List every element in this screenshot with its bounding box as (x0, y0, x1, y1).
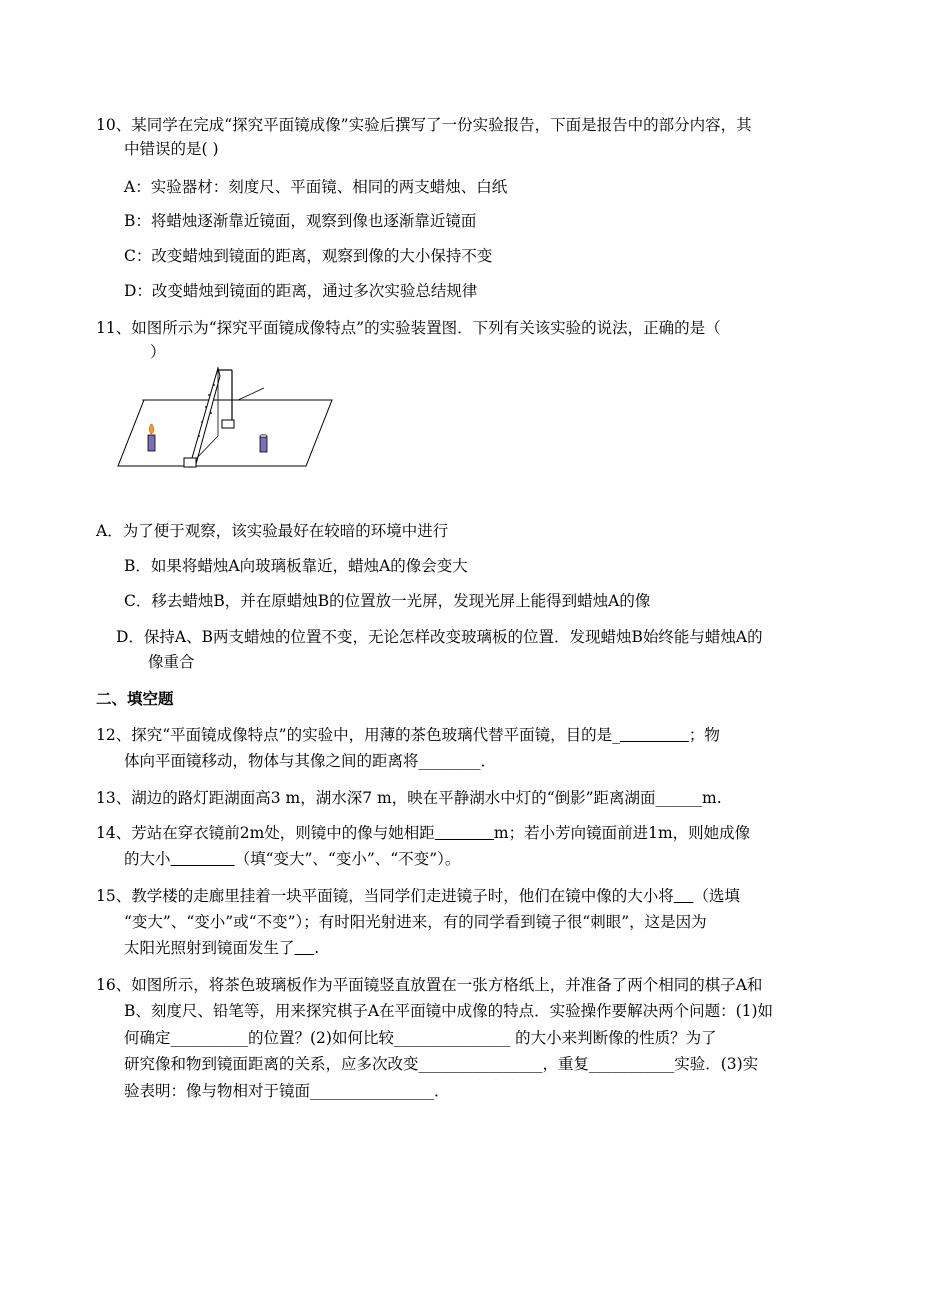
candle-b (260, 436, 267, 452)
q11-option-d: D．保持A、B两支蜡烛的位置不变，无论怎样改变玻璃板的位置．发现蜡烛B始终能与蜡烛A的 (116, 628, 763, 646)
q14-line1-text: 14、芳站在穿衣镜前2m处，则镜中的像与她相距 (96, 824, 435, 842)
q14-line1 (96, 822, 750, 844)
q13-text: 13、湖边的路灯距湖面高3 m，湖水深7 m，映在平静湖水中灯的“倒影”距离湖面______m. (96, 789, 722, 807)
q15-blank-1[interactable] (674, 887, 694, 905)
q14-line2 (124, 848, 460, 870)
q15-line3-text: 太阳光照射到镜面发生了 (124, 939, 295, 957)
q11-stem-line1: 11、如图所示为“探究平面镜成像特点”的实验装置图．下列有关该实验的说法，正确的是（ (96, 319, 721, 337)
q10-option-d: D：改变蜡烛到镜面的距离，通过多次实验总结规律 (124, 282, 478, 300)
q15-line1-text: 15、教学楼的走廊里挂着一块平面镜，当同学们走进镜子时，他们在镜中像的大小将 (96, 887, 674, 905)
candle-a-flame (149, 424, 154, 434)
q14-blank-2[interactable] (171, 850, 235, 868)
q10-option-b: B：将蜡烛逐渐靠近镜面，观察到像也逐渐靠近镜面 (124, 212, 477, 230)
q12-line1-tail: ；物 (688, 726, 720, 744)
candle-b-top (260, 435, 267, 438)
q15-line1-tail: （选填 (693, 887, 740, 905)
q15-blank-2[interactable] (295, 939, 315, 957)
q10-option-c: C：改变蜡烛到镜面的距离，观察到像的大小保持不变 (124, 247, 493, 265)
q16-line3: 何确定__________的位置？(2)如何比较_______________ 的大小来判断像的性质？为了 (124, 1029, 717, 1047)
q15-line2: “变大”、“变小”或“不变”）；有时阳光射进来，有的同学看到镜子很“刺眼”，这是因为 (124, 913, 707, 931)
stand-clamp-top (222, 420, 234, 428)
q14-line1-tail: m；若小芳向镜面前进1m，则她成像 (493, 824, 751, 842)
q14-line2-text: 的大小 (124, 850, 171, 868)
q12-line2: 体向平面镜移动，物体与其像之间的距离将________． (124, 752, 497, 770)
q12-line1-text: 12、探究“平面镜成像特点”的实验中，用薄的茶色玻璃代替平面镜，目的是_ (96, 726, 620, 744)
q12-line1 (96, 724, 720, 746)
q16-line2: B、刻度尺、铅笔等，用来探究棋子A在平面镜中成像的特点．实验操作要解决两个问题：(1)如 (124, 1002, 774, 1020)
q10-option-a: A：实验器材：刻度尺、平面镜、相同的两支蜡烛、白纸 (124, 178, 508, 196)
candle-a (148, 435, 155, 451)
q16-line4: 研究像和物到镜面距离的关系，应多次改变________________，重复___________实验．(3)实 (124, 1055, 759, 1073)
q15-line1 (96, 885, 740, 907)
q14-blank-1[interactable] (435, 824, 494, 842)
q11-option-b: B．如果将蜡烛A向玻璃板靠近，蜡烛A的像会变大 (124, 557, 468, 575)
q10-stem-line1: 10、某同学在完成“探究平面镜成像”实验后撰写了一份实验报告，下面是报告中的部分内容，其 (96, 116, 752, 134)
table-plane (118, 400, 332, 466)
q16-line1: 16、如图所示，将茶色玻璃板作为平面镜竖直放置在一张方格纸上，并准备了两个相同的棋子A和 (96, 976, 763, 994)
section-title: 二、填空题 (96, 690, 174, 708)
q12-blank-1[interactable] (620, 726, 689, 744)
q16-line5: 验表明：像与物相对于镜面________________． (124, 1082, 450, 1100)
q11-stem-line2: ） (150, 343, 166, 361)
stand-clamp-base (184, 458, 196, 467)
q14-line2-tail: （填“变大”、“变小”、“不变”）。 (234, 850, 461, 868)
glass-plate (192, 368, 220, 464)
q11-option-a: A．为了便于观察，该实验最好在较暗的环境中进行 (96, 522, 449, 540)
q10-stem-line2: 中错误的是( ) (124, 140, 219, 158)
q11-option-d-cont: 像重合 (148, 653, 195, 671)
q11-option-c: C．移去蜡烛B，并在原蜡烛B的位置放一光屏，发现光屏上能得到蜡烛A的像 (124, 592, 651, 610)
mirror-experiment-figure (114, 340, 336, 474)
q15-line3-tail: . (314, 939, 320, 957)
q15-line3 (124, 937, 319, 959)
plane-line-extension (238, 388, 264, 400)
